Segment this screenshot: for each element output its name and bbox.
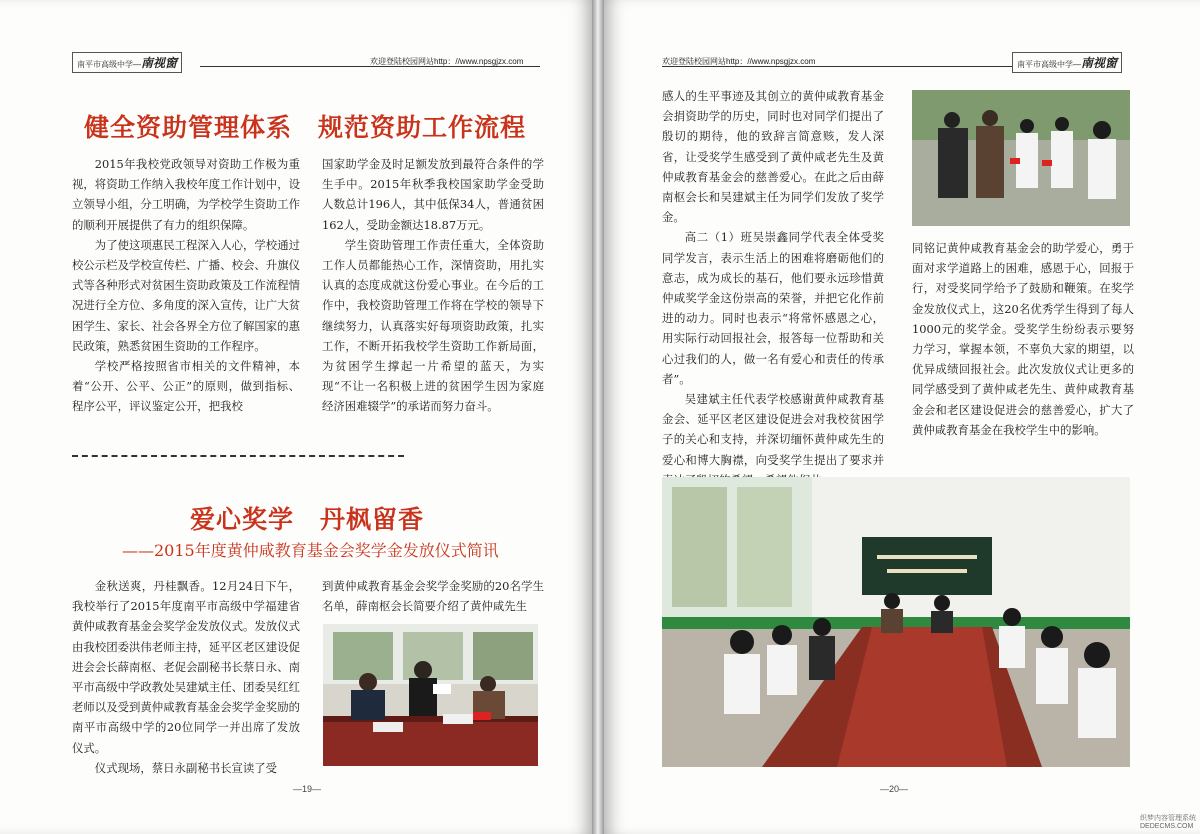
paragraph: 为了使这项惠民工程深入人心，学校通过校公示栏及学校宣传栏、广播、校会、升旗仪式等各种形式对贫困生资助政策及工作流程情况进行全方位、多角度的深入宣传，让广大贫困学生、家长、社会各界全方位了解国家的惠民政策，熟悉贫困生资助的工作程序。 (72, 237, 300, 353)
right-col1 (662, 86, 884, 490)
paragraph: 国家助学金及时足额发放到最符合条件的学生手中。2015年秋季我校国家助学金受助人数总计196人，其中低保34人，普通贫困162人，受助金额达18.87万元。 (322, 157, 544, 232)
article2-col2 (322, 576, 544, 616)
left-page (0, 0, 592, 834)
header-brand: 南平市高级中学—南视窗 (1012, 52, 1122, 73)
watermark-line1: 织梦内容管理系统 (1140, 815, 1196, 822)
paragraph: 仪式现场，蔡日永副秘书长宣读了受 (94, 760, 278, 775)
header-website: 欢迎登陆校园网站http：//www.npsgjzx.com (662, 57, 816, 66)
paragraph: 学生资助管理工作责任重大，全体资助工作人员都能热心工作，深情资助，用扎实认真的态度成就这份爱心事业。在今后的工作中，我校资助管理工作将在学校的领导下继续努力，认真落实好每项资助政策，扎实工作，不断开拓我校学生资助工作新局面，为贫困学生撑起一片希望的蓝天，为实现“不让一名积极上进的贫困学生因为家庭经济困难辍学”的承诺而努力奋斗。 (322, 237, 544, 414)
paragraph: 到黄仲咸教育基金会奖学金奖励的20名学生名单，薛南枢会长简要介绍了黄仲咸先生 (322, 579, 544, 614)
photo-award-handover-image (912, 90, 1130, 226)
paragraph: 感人的生平事迹及其创立的黄仲咸教育基金会捐资助学的历史，同时也对同学们提出了殷切的期待，他的致辞言简意赅，发人深省，让受奖学生感受到了黄仲咸老先生及黄仲咸教育基金会的慈善爱心。在此之后由薛南枢会长和吴建斌主任为同学们发放了奖学金。 (662, 89, 884, 225)
page-number-left: —19— (293, 784, 322, 794)
right-page-header (604, 52, 1200, 68)
paragraph: 学校严格按照省市相关的文件精神，本着“公开、公平、公正”的原则，做到指标、程序公平，评议鉴定公开，把我校 (72, 359, 300, 414)
photo-ceremony-speech-image (323, 624, 538, 766)
school-prefix: 南平市高级中学 (77, 60, 133, 69)
paragraph: 同铭记黄仲咸教育基金会的助学爱心，勇于面对求学道路上的困难，感恩于心，回报于行，对受奖同学给予了鼓励和鞭策。在奖学金发放仪式上，这20名优秀学生得到了每人1000元的奖学金。受奖学生纷纷表示要努力学习，掌握本领，不辜负大家的期望，以优异成绩回报社会。此次发放仪式让更多的同学感受到了黄仲咸老先生、黄仲咸教育基金会和老区建设促进会的慈善爱心，扩大了黄仲咸教育基金在我校学生中的影响。 (912, 241, 1134, 437)
article1-title: 健全资助管理体系 规范资助工作流程 (84, 113, 527, 142)
paragraph: 2015年我校党政领导对资助工作极为重视，将资助工作纳入我校年度工作计划中，设立领导小组，分工明确，为学校学生资助工作的顺利开展提供了有力的组织保障。 (72, 157, 300, 232)
paragraph: 高二（1）班吴崇鑫同学代表全体受奖同学发言，表示生活上的困难将磨砺他们的意志，成为成长的基石，他们要永远珍惜黄仲咸奖学金这份崇高的荣誉，并把它化作前进的动力。同时也表示“将常怀感恩之心，用实际行动回报社会，报答每一位帮助和关心过我们的人，做一名有爱心和责任的传承者”。 (662, 230, 884, 386)
article2-col1 (72, 576, 300, 778)
book-gutter (592, 0, 604, 834)
right-page (604, 0, 1200, 834)
header-brand: 南平市高级中学—南视窗 (72, 52, 182, 73)
photo-meeting-room (662, 477, 1130, 767)
header-website: 欢迎登陆校园网站http：//www.npsgjzx.com (370, 57, 524, 66)
paragraph: 吴建斌主任代表学校感谢黄仲咸教育基金会、延平区老区建设促进会对我校贫困学子的关心和支持，并深切缅怀黄仲咸先生的爱心和博大胸襟，向受奖学生提出了要求并 (662, 392, 884, 467)
article2-subtitle: ——2015年度黄仲咸教育基金会奖学金发放仪式简讯 (122, 541, 499, 560)
header-rule (662, 66, 1012, 67)
magazine-logo: 南视窗 (141, 56, 178, 70)
watermark (1140, 813, 1196, 830)
paragraph: 金秋送爽，丹桂飘香。12月24日下午，我校举行了2015年度南平市高级中学福建省黄仲咸教育基金会奖学金发放仪式。发放仪式由我校团委洪伟老师主持，延平区老区建设促进会会长薛南枢、老促会副秘书长蔡日永、南平市高级中学政教处吴建斌主任、团委吴红红老师以及受到黄仲咸教育基金会奖学金奖励的南平市高级中学的20位同学一并出席了发放仪式。 (72, 579, 300, 755)
watermark-line2: DEDECMS.COM (1140, 823, 1194, 830)
article1-col2 (322, 154, 544, 417)
header-rule (200, 66, 540, 67)
right-col2 (912, 238, 1134, 440)
magazine-logo: 南视窗 (1081, 56, 1118, 70)
school-prefix: 南平市高级中学 (1017, 60, 1073, 69)
photo-ceremony-speech (323, 624, 538, 766)
article2-title: 爱心奖学 丹枫留香 (190, 505, 425, 534)
photo-award-handover (912, 90, 1130, 226)
article1-col1 (72, 154, 300, 417)
photo-meeting-room-image (662, 477, 1130, 767)
left-page-header (0, 52, 592, 68)
page-number-right: —20— (880, 784, 909, 794)
section-divider (72, 455, 404, 457)
